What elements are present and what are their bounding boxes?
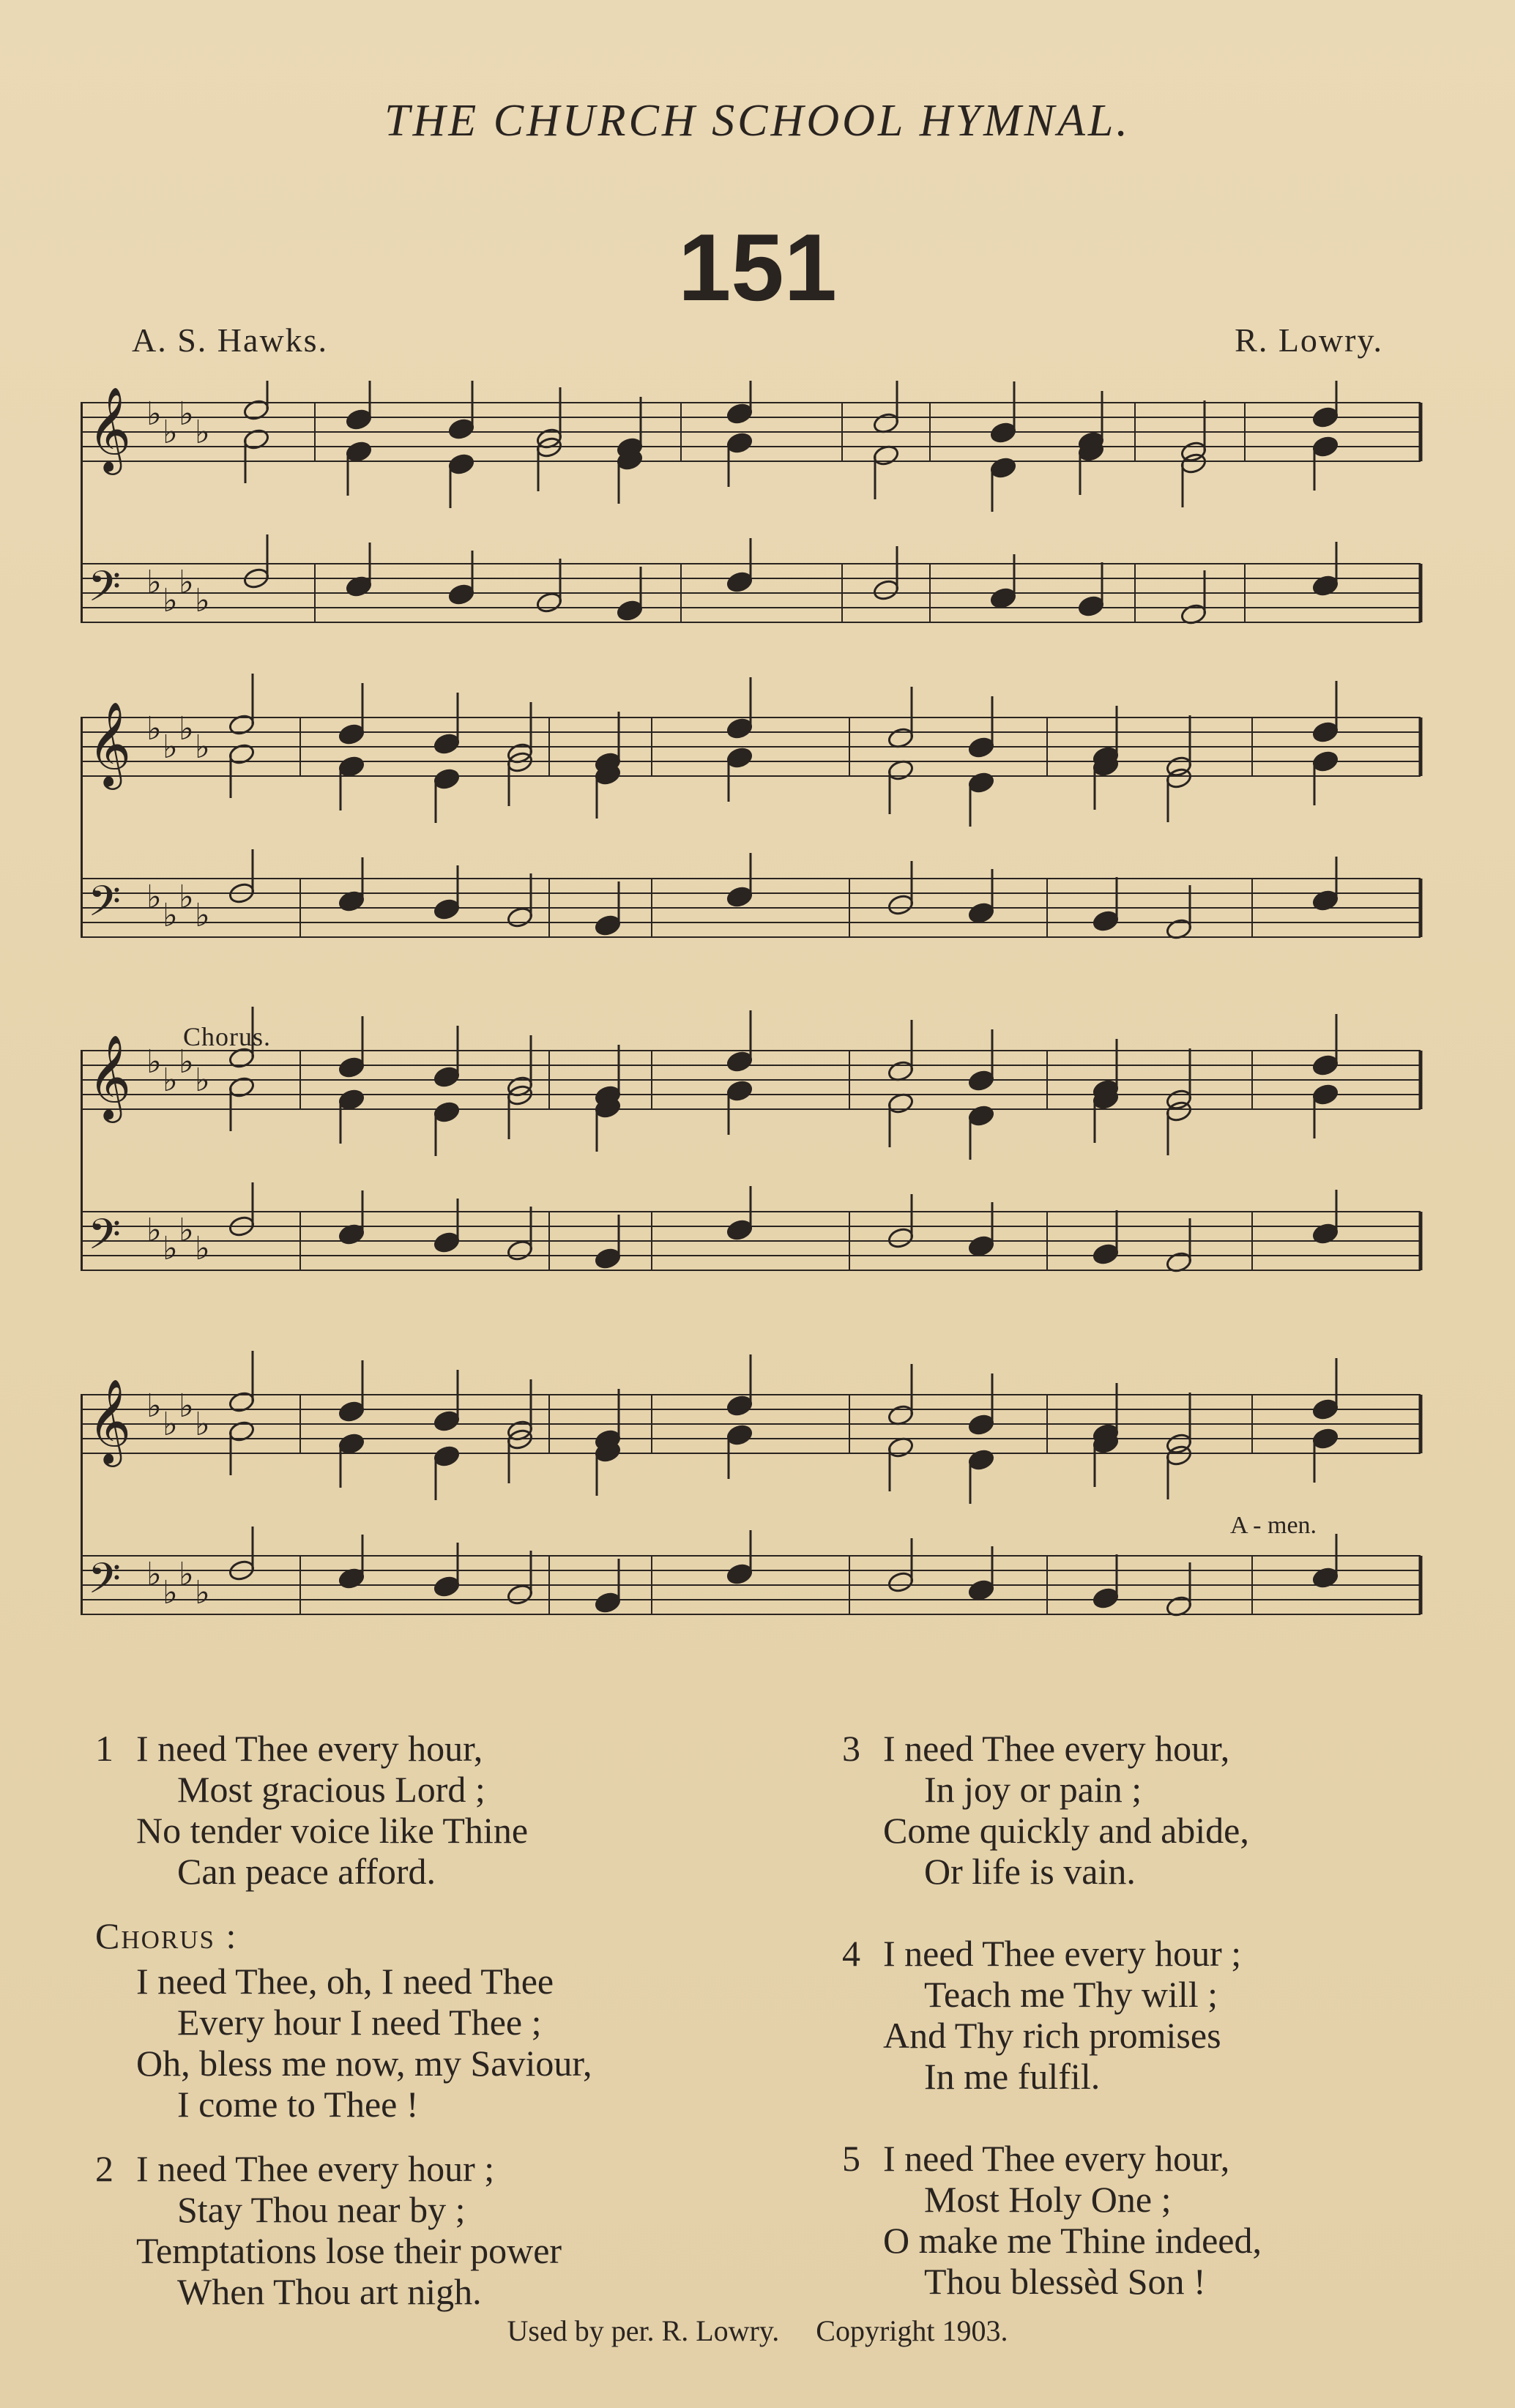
note-head — [989, 456, 1017, 480]
note-head — [506, 1239, 534, 1262]
note-head — [447, 417, 475, 441]
note-head — [967, 1448, 995, 1472]
verses-column-right — [842, 1728, 1443, 2325]
note-head — [242, 398, 270, 422]
note-head — [345, 440, 373, 463]
verse-line: I need Thee every hour ; — [883, 1933, 1242, 1974]
note-head — [967, 1234, 995, 1258]
bass-clef: 𝄢 — [88, 562, 122, 622]
note-head — [967, 1104, 995, 1127]
flat-sign: ♭ — [146, 564, 162, 601]
chorus-label: Chorus. — [183, 1022, 272, 1051]
note-head — [338, 755, 365, 778]
note-head — [726, 717, 753, 740]
note-head — [616, 599, 644, 622]
note-head — [433, 1100, 461, 1124]
verse-line: Thou blessèd Son ! — [924, 2261, 1206, 2302]
note-head — [506, 1583, 534, 1606]
flat-sign: ♭ — [163, 728, 178, 766]
note-head — [228, 713, 256, 737]
note-head — [433, 732, 461, 756]
verse-line: Every hour I need Thee ; — [177, 2002, 542, 2043]
verses-column-left — [95, 1728, 754, 2336]
flat-sign: ♭ — [195, 897, 210, 934]
flat-sign: ♭ — [163, 414, 178, 451]
verse-line: I need Thee, oh, I need Thee — [136, 1961, 554, 2002]
flat-sign: ♭ — [179, 1043, 194, 1081]
verse-line: I come to Thee ! — [177, 2084, 419, 2125]
treble-clef: 𝄞 — [88, 1378, 132, 1464]
verse-line: Oh, bless me now, my Saviour, — [136, 2043, 592, 2084]
note-head — [1311, 1427, 1339, 1450]
verse-line: When Thou art nigh. — [177, 2271, 482, 2312]
stanza-number: 3 — [842, 1728, 860, 1769]
note-head — [535, 591, 563, 614]
note-head — [967, 1069, 995, 1092]
flat-sign: ♭ — [163, 1062, 178, 1099]
note-head — [726, 1050, 753, 1073]
flat-sign: ♭ — [146, 1212, 162, 1249]
note-head — [338, 1056, 365, 1079]
note-head — [242, 428, 270, 451]
flat-sign: ♭ — [195, 1574, 210, 1611]
flat-sign: ♭ — [146, 879, 162, 916]
note-head — [433, 1445, 461, 1468]
flat-sign: ♭ — [179, 1387, 194, 1425]
flat-sign: ♭ — [163, 582, 178, 619]
flat-sign: ♭ — [146, 1043, 162, 1081]
note-head — [433, 1575, 461, 1598]
note-head — [447, 452, 475, 476]
verse-line: Most gracious Lord ; — [177, 1769, 485, 1810]
flat-sign: ♭ — [163, 1230, 178, 1267]
verse-line: Stay Thou near by ; — [177, 2189, 466, 2230]
permission-note: Used by per. R. Lowry. — [507, 2314, 780, 2347]
note-head — [228, 1390, 256, 1414]
note-head — [433, 1065, 461, 1089]
verse-line: Come quickly and abide, — [883, 1810, 1249, 1851]
note-head — [345, 408, 373, 431]
bass-clef: 𝄢 — [88, 1554, 122, 1614]
note-head — [726, 1218, 753, 1242]
stanza-5 — [842, 2138, 1443, 2302]
amen-lyric: A - men. — [1230, 1512, 1317, 1539]
flat-sign: ♭ — [179, 710, 194, 748]
note-head — [594, 914, 622, 937]
flat-sign: ♭ — [195, 728, 210, 766]
note-head — [338, 1088, 365, 1111]
flat-sign: ♭ — [146, 710, 162, 748]
bass-clef: 𝄢 — [88, 876, 122, 936]
note-head — [1092, 909, 1120, 933]
stanza-chorus — [95, 1915, 754, 2125]
verse-line: I need Thee every hour, — [883, 1728, 1230, 1769]
flat-sign: ♭ — [163, 1406, 178, 1443]
stanza-4 — [842, 1933, 1443, 2097]
treble-clef: 𝄞 — [88, 701, 132, 786]
verse-line: And Thy rich promises — [883, 2015, 1221, 2056]
stanza-number: 4 — [842, 1933, 860, 1974]
note-head — [338, 723, 365, 746]
note-head — [726, 1079, 753, 1103]
flat-sign: ♭ — [146, 1556, 162, 1593]
flat-sign: ♭ — [146, 1387, 162, 1425]
note-head — [989, 421, 1017, 444]
note-head — [1311, 889, 1339, 912]
flat-sign: ♭ — [163, 1574, 178, 1611]
note-head — [1311, 1398, 1339, 1421]
note-head — [1311, 406, 1339, 429]
note-head — [1077, 594, 1105, 618]
running-head: THE CHURCH SCHOOL HYMNAL. — [384, 96, 1131, 146]
note-head — [726, 746, 753, 769]
flat-sign: ♭ — [179, 564, 194, 601]
note-head — [887, 1570, 915, 1594]
note-head — [726, 885, 753, 909]
verse-line: I need Thee every hour, — [883, 2138, 1230, 2179]
note-head — [726, 431, 753, 455]
note-head — [433, 898, 461, 921]
music-composer: R. Lowry. — [1235, 321, 1383, 359]
verse-line: In me fulfil. — [924, 2056, 1101, 2097]
stanza-2 — [95, 2148, 754, 2312]
note-head — [887, 1226, 915, 1250]
note-head — [887, 893, 915, 917]
bass-clef: 𝄢 — [88, 1209, 122, 1270]
verse-line: No tender voice like Thine — [136, 1810, 529, 1851]
words-author: A. S. Hawks. — [132, 321, 329, 359]
note-head — [338, 1400, 365, 1423]
flat-sign: ♭ — [179, 395, 194, 433]
note-head — [1311, 720, 1339, 744]
flat-sign: ♭ — [195, 582, 210, 619]
verse-line: Temptations lose their power — [136, 2230, 562, 2271]
note-head — [1311, 574, 1339, 597]
note-head — [433, 1231, 461, 1254]
note-head — [1092, 1242, 1120, 1266]
note-head — [433, 767, 461, 791]
hymn-number: 151 — [678, 214, 837, 321]
stanza-number: 1 — [95, 1728, 113, 1769]
verse-line: Most Holy One ; — [924, 2179, 1172, 2220]
note-head — [989, 586, 1017, 610]
flat-sign: ♭ — [195, 414, 210, 451]
note-head — [228, 1076, 256, 1099]
note-head — [506, 906, 534, 929]
flat-sign: ♭ — [195, 1406, 210, 1443]
verse-line: Can peace afford. — [177, 1851, 436, 1892]
note-head — [338, 1432, 365, 1455]
note-head — [1311, 750, 1339, 773]
chorus-heading: Chorus : — [95, 1915, 238, 1956]
verse-line: Or life is vain. — [924, 1851, 1136, 1892]
note-head — [1311, 1083, 1339, 1106]
note-head — [967, 1578, 995, 1602]
note-head — [726, 570, 753, 594]
note-head — [726, 1394, 753, 1417]
verse-line: O make me Thine indeed, — [883, 2220, 1262, 2261]
flat-sign: ♭ — [179, 1212, 194, 1249]
verse-line: In joy or pain ; — [924, 1769, 1142, 1810]
stanza-3 — [842, 1728, 1443, 1892]
music-score — [81, 381, 1443, 1662]
note-head — [228, 1420, 256, 1443]
stanza-number: 2 — [95, 2148, 113, 2189]
note-head — [1092, 1587, 1120, 1610]
note-head — [1311, 1566, 1339, 1589]
note-head — [967, 1413, 995, 1436]
note-head — [726, 402, 753, 425]
stanza-1 — [95, 1728, 754, 1892]
flat-sign: ♭ — [163, 897, 178, 934]
note-head — [967, 901, 995, 925]
treble-clef: 𝄞 — [88, 1034, 132, 1119]
flat-sign: ♭ — [179, 1556, 194, 1593]
verse-line: Teach me Thy will ; — [924, 1974, 1218, 2015]
note-head — [1311, 435, 1339, 458]
flat-sign: ♭ — [195, 1230, 210, 1267]
note-head — [594, 1591, 622, 1614]
verse-line: I need Thee every hour, — [136, 1728, 483, 1769]
flat-sign: ♭ — [195, 1062, 210, 1099]
flat-sign: ♭ — [146, 395, 162, 433]
note-head — [726, 1562, 753, 1586]
treble-clef: 𝄞 — [88, 386, 132, 471]
note-head — [1311, 1054, 1339, 1077]
note-head — [228, 742, 256, 766]
note-head — [967, 771, 995, 794]
note-head — [447, 583, 475, 606]
note-head — [967, 736, 995, 759]
note-head — [594, 1247, 622, 1270]
verse-line: I need Thee every hour ; — [136, 2148, 495, 2189]
flat-sign: ♭ — [179, 879, 194, 916]
copyright-note: Copyright 1903. — [816, 2314, 1008, 2347]
note-head — [872, 578, 900, 602]
note-head — [726, 1423, 753, 1447]
note-head — [433, 1409, 461, 1433]
stanza-number: 5 — [842, 2138, 860, 2179]
credits — [0, 2314, 1515, 2348]
note-head — [1311, 1222, 1339, 1245]
